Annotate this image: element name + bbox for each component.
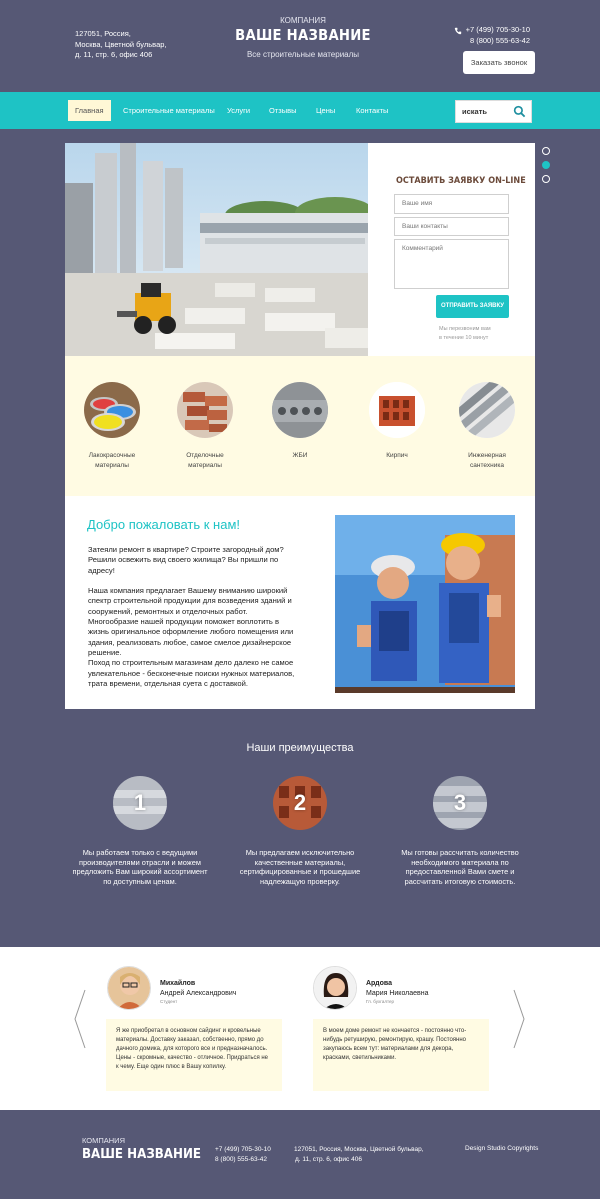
advantages-title: Наши преимущества xyxy=(246,742,354,754)
paint-cans-image xyxy=(84,382,140,438)
category-label-line: материалы xyxy=(95,462,129,469)
avatar xyxy=(313,966,357,1010)
reviewer-name xyxy=(160,979,236,998)
logo[interactable] xyxy=(220,16,386,59)
category-label xyxy=(165,451,245,471)
category-label xyxy=(260,451,340,461)
nav-item-reviews[interactable]: Отзывы xyxy=(269,106,297,115)
advantage-text: Мы работаем только с ведущими производителями отрасли и можем предложить Вам широкий ассортимент по доступным ценам. xyxy=(72,848,208,886)
advantage-number: 3 xyxy=(453,790,467,815)
advantage-image xyxy=(273,776,327,830)
review-text: Я же приобретал в основном сайдинг и кровельные материалы. Доставку заказал, собственно, прямо до дачного домика, для которого все и предназначалось. Цены - скромные, качество - отличное. Придраться не к чему. Еще один плюс в Вашу копилку. xyxy=(106,1019,282,1091)
advantage-image xyxy=(113,776,167,830)
comment-field[interactable]: Комментарий xyxy=(394,239,509,289)
category-label-line: Инженерная xyxy=(468,452,506,459)
welcome-paragraph: Затеяли ремонт в квартире? Строите загородный дом? Решили освежить вид своего жилища? Вы пришли по адресу! xyxy=(88,545,284,575)
company-name: ВАШЕ НАЗВАНИЕ xyxy=(235,26,371,44)
footer-company-label: КОМПАНИЯ xyxy=(82,1136,125,1145)
category-label-line: Кирпич xyxy=(386,452,408,459)
advantage-image xyxy=(433,776,487,830)
phone-number[interactable]: +7 (499) 705-30-10 xyxy=(465,25,530,34)
address-line: Москва, Цветной бульвар, xyxy=(75,39,167,49)
footer-phones xyxy=(215,1145,271,1165)
address-line: д. 11, стр. 6, офис 406 xyxy=(75,50,153,59)
welcome-paragraph: Поход по строительным магазинам дело далеко не самое увлекательное - бесконечные поиски нужных материалов, трата времени, отдельная суета с доставкой. xyxy=(88,658,295,688)
contacts-field[interactable]: Ваши контакты xyxy=(394,217,509,236)
advantage-item xyxy=(390,776,530,886)
reviewer-last: Андрей Александрович xyxy=(160,989,237,997)
footer xyxy=(0,1110,600,1199)
reviews-section xyxy=(0,947,600,1110)
form-note-line: в течение 10 минут xyxy=(439,335,489,341)
chevron-left-icon[interactable] xyxy=(74,989,86,1049)
category-brick[interactable] xyxy=(357,382,437,461)
factory-image xyxy=(65,143,368,356)
concrete-slabs-image xyxy=(272,382,328,438)
advantage-item xyxy=(230,776,370,886)
phone-number[interactable]: 8 (800) 555-63-42 xyxy=(215,1156,268,1163)
name-field[interactable]: Ваше имя xyxy=(394,194,509,214)
review-text: В моем доме ремонт не кончается - постоянно что-нибудь ретуширую, ремонтирую, крашу. Постоянно закупаюсь всем тут: материалами для декора, красками, светильниками. xyxy=(313,1019,489,1091)
hero-section xyxy=(65,143,535,356)
workers-image xyxy=(335,515,515,693)
reviewer-first: Ардова xyxy=(366,980,392,987)
form-note xyxy=(439,325,491,343)
nav-item-materials[interactable]: Строительные материалы xyxy=(123,106,215,115)
category-label xyxy=(72,451,152,471)
categories xyxy=(65,356,535,496)
welcome-text xyxy=(88,545,298,689)
slider-dot[interactable] xyxy=(542,175,550,183)
reviewer-last: Мария Николаевна xyxy=(366,989,429,997)
footer-company-name: ВАШЕ НАЗВАНИЕ xyxy=(82,1146,202,1162)
company-label: КОМПАНИЯ xyxy=(280,16,326,25)
category-finishing[interactable] xyxy=(165,382,245,471)
category-plumbing[interactable] xyxy=(447,382,527,471)
category-label-line: Лакокрасочные xyxy=(88,452,136,459)
nav-item-prices[interactable]: Цены xyxy=(316,106,336,115)
finishing-materials-image xyxy=(177,382,233,438)
welcome-paragraph: Наша компания предлагает Вашему вниманию широкий спектр строительной продукции для возведения зданий и сооружений, ремонтных и отделочных работ. xyxy=(88,586,292,616)
category-concrete[interactable] xyxy=(260,382,340,461)
advantage-number: 1 xyxy=(133,790,147,815)
welcome-section xyxy=(65,496,535,709)
header-phones xyxy=(466,25,530,46)
search-input[interactable] xyxy=(455,100,532,123)
welcome-title: Добро пожаловать к нам! xyxy=(87,517,241,532)
category-label-line: сантехника xyxy=(470,462,504,469)
main-nav xyxy=(0,92,600,129)
phone-icon xyxy=(454,27,462,35)
category-label-line: Отделочные xyxy=(186,452,224,459)
advantage-item xyxy=(70,776,210,886)
callback-button[interactable]: Заказать звонок xyxy=(463,51,535,74)
submit-request-button[interactable]: ОТПРАВИТЬ ЗАЯВКУ xyxy=(436,295,509,318)
reviewer-role: Студент xyxy=(160,999,178,1004)
nav-item-contacts[interactable]: Контакты xyxy=(356,106,389,115)
search-placeholder: искать xyxy=(462,107,487,116)
phone-number[interactable]: 8 (800) 555-63-42 xyxy=(469,35,530,45)
reviewer-name xyxy=(366,979,429,998)
reviewer-role: Гл. бухгалтер xyxy=(366,999,394,1004)
chevron-right-icon[interactable] xyxy=(513,989,525,1049)
address-line: 127051, Россия, xyxy=(75,29,131,38)
form-note-line: Мы перезвоним вам xyxy=(439,326,491,332)
advantage-text: Мы готовы рассчитать количество необходимого материала по предоставленной Вами смете и рассчитать итоговую стоимость. xyxy=(401,848,519,886)
brick-image xyxy=(369,382,425,438)
header xyxy=(0,0,600,92)
category-label xyxy=(357,451,437,461)
nav-item-home[interactable]: Главная xyxy=(68,100,111,121)
form-title: ОСТАВИТЬ ЗАЯВКУ ON-LINE xyxy=(396,176,526,186)
avatar xyxy=(107,966,151,1010)
category-label-line: материалы xyxy=(188,462,222,469)
address-line: 127051, Россия, Москва, Цветной бульвар, xyxy=(294,1146,424,1153)
nav-item-services[interactable]: Услуги xyxy=(227,106,251,115)
advantage-number: 2 xyxy=(293,790,307,815)
address-line: д. 11, стр. 6, офис 406 xyxy=(295,1156,362,1163)
tagline: Все строительные материалы xyxy=(246,50,360,59)
advantage-text: Мы предлагаем исключительно качественные материалы, сертифицированные и прошедшие надлежащую проверку. xyxy=(239,848,361,886)
slider-dot[interactable] xyxy=(542,147,550,155)
welcome-paragraph: Многообразие нашей продукции поможет воплотить в жизнь оригинальное оформление любого помещения или здания, реализовать любое, самое смелое дизайнерское решение. xyxy=(88,617,294,657)
category-label-line: ЖБИ xyxy=(292,452,308,459)
copyright[interactable]: Design Studio Copyrights xyxy=(465,1145,539,1152)
reviewer-first: Михайлов xyxy=(160,980,196,987)
category-label xyxy=(447,451,527,471)
header-address xyxy=(75,29,167,61)
phone-number[interactable]: +7 (499) 705-30-10 xyxy=(215,1146,271,1153)
category-paints[interactable] xyxy=(72,382,152,471)
plumbing-pipes-image xyxy=(459,382,515,438)
slider-dot-active[interactable] xyxy=(542,161,550,169)
search-icon[interactable] xyxy=(513,105,526,118)
footer-address xyxy=(294,1145,424,1165)
